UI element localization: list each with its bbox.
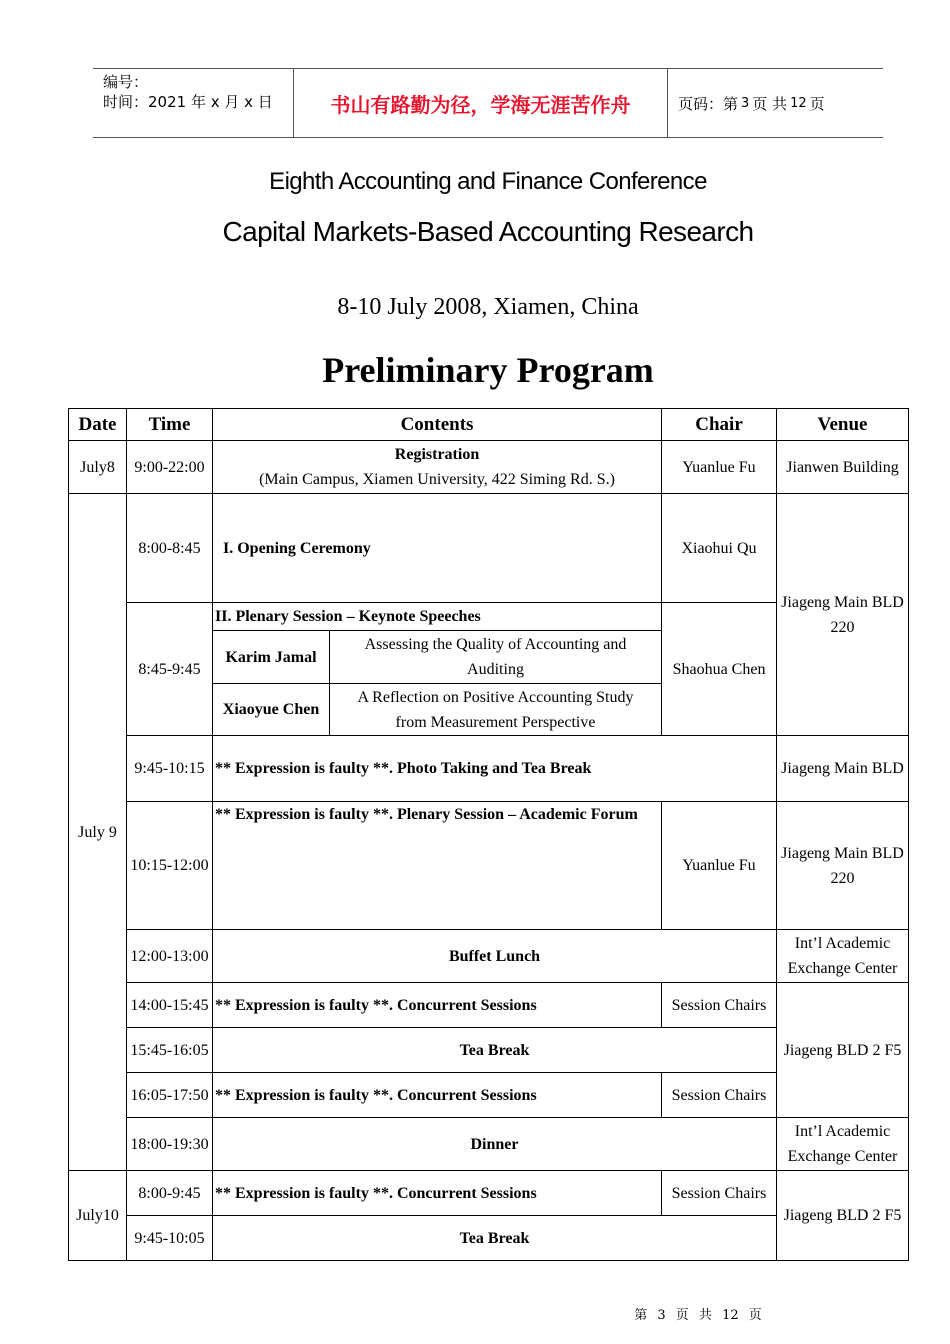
table-row [69, 1171, 909, 1216]
header-page-prefix: 页码：第 [678, 94, 739, 113]
cell-contents: II. Plenary Session – Keynote Speeches [213, 603, 662, 631]
cell-chair: Xiaohui Qu [662, 494, 777, 603]
table-row [69, 983, 909, 1028]
cell-venue: Jiageng BLD 2 F5 [777, 983, 909, 1118]
conference-theme: Capital Markets-Based Accounting Research [222, 216, 754, 247]
speaker-name: Xiaoyue Chen [213, 684, 330, 736]
running-header [93, 68, 883, 138]
header-meta [93, 69, 294, 137]
table-row [69, 1118, 909, 1171]
table-row [69, 930, 909, 983]
cell-date: July 9 [69, 494, 127, 1171]
cell-date: July8 [69, 441, 127, 494]
cell-chair: Session Chairs [662, 1073, 777, 1118]
cell-contents: ** Expression is faulty **. Concurrent Sessions [213, 1073, 662, 1118]
conference-date-place: 8-10 July 2008, Xiamen, China [337, 294, 639, 320]
cell-contents: Tea Break [213, 1028, 777, 1073]
header-time-label: 时间：2021 年 x 月 x 日 [103, 93, 273, 111]
cell-contents: Buffet Lunch [213, 930, 777, 983]
cell-time: 9:00-22:00 [127, 441, 213, 494]
cell-time: 9:45-10:05 [127, 1216, 213, 1261]
header-page-suffix: 页 [809, 94, 825, 113]
cell-time: 8:00-8:45 [127, 494, 213, 603]
cell-time: 16:05-17:50 [127, 1073, 213, 1118]
cell-venue: Jiageng Main BLD [777, 736, 909, 802]
cell-time: 8:45-9:45 [127, 603, 213, 736]
col-header-date: Date [69, 409, 127, 441]
program-table [68, 408, 909, 1261]
cell-time: 12:00-13:00 [127, 930, 213, 983]
footer-suffix: 页 [748, 1308, 762, 1323]
cell-chair: Yuanlue Fu [662, 441, 777, 494]
table-row [69, 736, 909, 802]
header-page-info [668, 69, 883, 137]
cell-date: July10 [69, 1171, 127, 1261]
cell-venue: Jiageng Main BLD 220 [777, 494, 909, 736]
registration-detail: (Main Campus, Xiamen University, 422 Siming Rd. S.) [259, 471, 615, 488]
cell-contents: ** Expression is faulty **. Concurrent Sessions [213, 983, 662, 1028]
page-footer [0, 1304, 950, 1323]
registration-title: Registration [394, 446, 480, 463]
footer-middle: 页 共 [675, 1308, 712, 1323]
footer-total: 12 [722, 1308, 739, 1323]
cell-venue: Jiageng BLD 2 F5 [777, 1171, 909, 1261]
cell-contents [213, 441, 662, 494]
col-header-contents: Contents [213, 409, 662, 441]
cell-time: 10:15-12:00 [127, 802, 213, 930]
cell-venue: Int’l Academic Exchange Center [777, 930, 909, 983]
cell-contents: Dinner [213, 1118, 777, 1171]
cell-time: 9:45-10:15 [127, 736, 213, 802]
header-page-middle: 页 共 [752, 94, 788, 113]
cell-contents: ** Expression is faulty **. Plenary Session – Academic Forum [213, 802, 662, 930]
header-page-total: 12 [790, 95, 807, 111]
cell-venue: Jianwen Building [777, 441, 909, 494]
cell-contents: Tea Break [213, 1216, 777, 1261]
col-header-chair: Chair [662, 409, 777, 441]
speaker-name: Karim Jamal [213, 631, 330, 684]
cell-venue: Jiageng Main BLD 220 [777, 802, 909, 930]
speech-topic: A Reflection on Positive Accounting Study from Measurement Perspective [330, 684, 662, 736]
cell-contents: ** Expression is faulty **. Photo Taking and Tea Break [213, 736, 777, 802]
cell-contents: ** Expression is faulty **. Concurrent Sessions [213, 1171, 662, 1216]
header-number-label: 编号： [103, 73, 149, 91]
speech-topic: Assessing the Quality of Accounting and Auditing [330, 631, 662, 684]
cell-time: 15:45-16:05 [127, 1028, 213, 1073]
cell-time: 18:00-19:30 [127, 1118, 213, 1171]
footer-prefix: 第 [634, 1308, 648, 1323]
cell-chair: Session Chairs [662, 1171, 777, 1216]
conference-title: Eighth Accounting and Finance Conference [269, 168, 707, 195]
cell-chair: Shaohua Chen [662, 603, 777, 736]
cell-contents: I. Opening Ceremony [213, 494, 662, 603]
table-row [69, 494, 909, 603]
program-title: Preliminary Program [322, 350, 654, 390]
cell-chair: Yuanlue Fu [662, 802, 777, 930]
header-motto: 书山有路勤为径，学海无涯苦作舟 [294, 69, 668, 137]
col-header-time: Time [127, 409, 213, 441]
cell-chair: Session Chairs [662, 983, 777, 1028]
cell-time: 8:00-9:45 [127, 1171, 213, 1216]
table-row [69, 441, 909, 494]
cell-venue: Int’l Academic Exchange Center [777, 1118, 909, 1171]
header-page-current: 3 [741, 95, 750, 111]
cell-time: 14:00-15:45 [127, 983, 213, 1028]
col-header-venue: Venue [777, 409, 909, 441]
footer-current: 3 [657, 1308, 666, 1323]
table-row [69, 802, 909, 930]
table-header-row [69, 409, 909, 441]
